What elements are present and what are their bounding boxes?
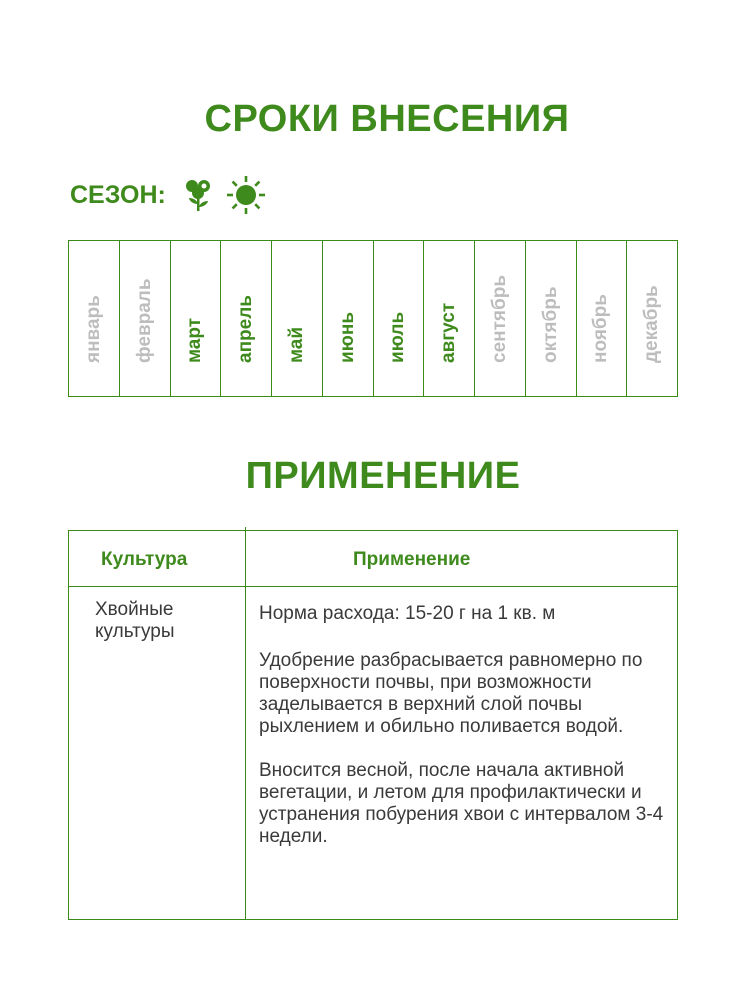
application-table	[68, 530, 678, 920]
season-row	[70, 175, 266, 215]
month-cell	[120, 241, 171, 396]
month-cell	[69, 241, 120, 396]
header-culture: Культура	[101, 549, 188, 570]
month-label: сентябрь	[488, 274, 510, 363]
month-label: июнь	[336, 311, 358, 363]
month-label: январь	[82, 295, 104, 363]
month-cell	[171, 241, 222, 396]
header-divider	[69, 586, 677, 587]
header-application: Применение	[353, 549, 471, 570]
month-cell	[526, 241, 577, 396]
month-cell	[221, 241, 272, 396]
month-cell	[374, 241, 425, 396]
month-cell	[577, 241, 628, 396]
season-label: СЕЗОН:	[70, 180, 166, 209]
flower-icon	[182, 177, 218, 213]
month-cell	[323, 241, 374, 396]
month-label: октябрь	[539, 286, 561, 363]
application-method: Удобрение разбрасывается равномерно по поверхности почвы, при возможности заделывается в верхний слой почвы рыхлением и обильно поливается водой.	[259, 650, 643, 737]
months-strip	[68, 240, 678, 397]
month-label: ноябрь	[590, 294, 612, 363]
sun-icon	[226, 175, 266, 215]
month-label: декабрь	[641, 285, 663, 363]
application-rate: Норма расхода: 15-20 г на 1 кв. м	[259, 603, 556, 624]
month-cell	[272, 241, 323, 396]
application-timing: Вносится весной, после начала активной вегетации, и летом для профилактически и устранения побурения хвои с интервалом 3-4 недели.	[259, 760, 664, 847]
application-cell	[259, 603, 664, 870]
application-title: ПРИМЕНЕНИЕ	[245, 455, 521, 497]
month-label: июль	[387, 311, 409, 363]
month-label: май	[285, 326, 307, 363]
timing-title: СРОКИ ВНЕСЕНИЯ	[204, 98, 570, 140]
culture-cell: Хвойные культуры	[95, 599, 175, 642]
month-label: март	[184, 317, 206, 363]
month-label: февраль	[133, 278, 155, 363]
month-label: август	[438, 302, 460, 363]
month-label: апрель	[235, 295, 257, 363]
month-cell	[424, 241, 475, 396]
month-cell	[475, 241, 526, 396]
month-cell	[627, 241, 677, 396]
